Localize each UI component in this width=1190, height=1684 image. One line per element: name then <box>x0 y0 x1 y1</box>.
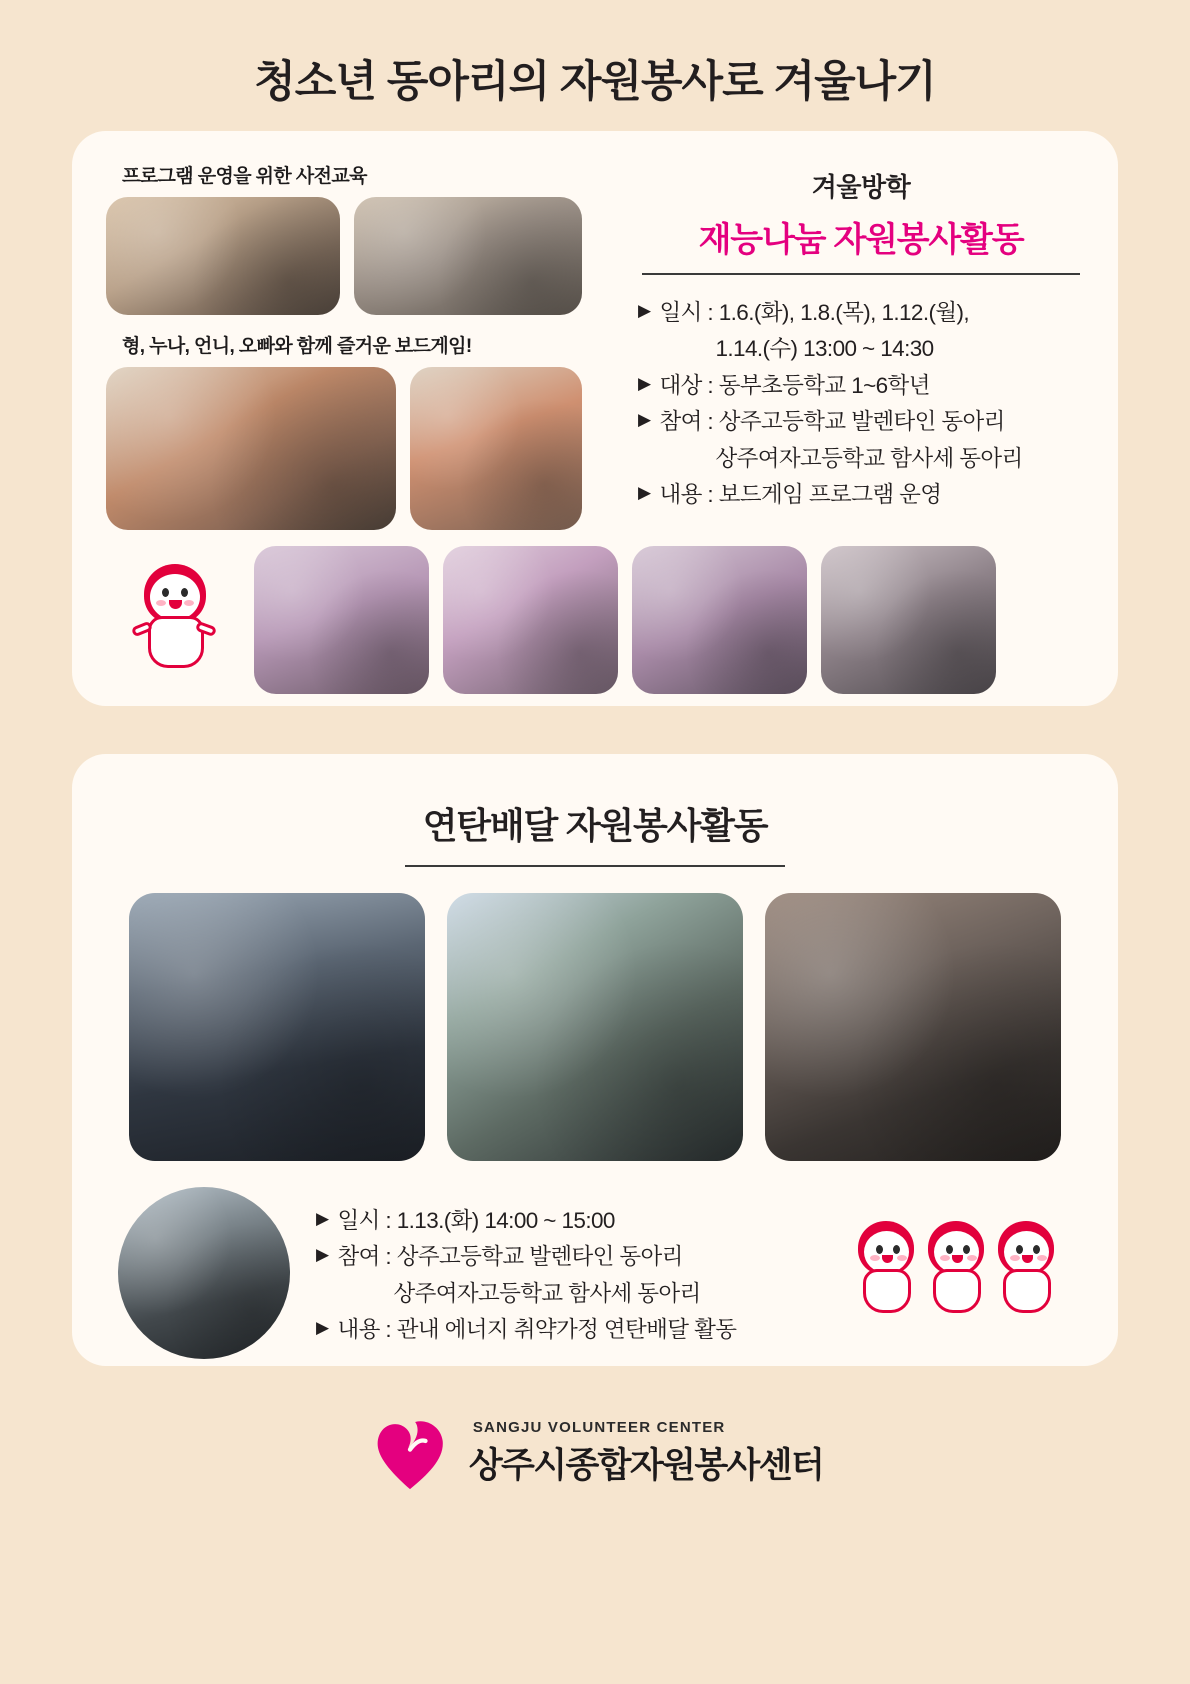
mascot-eye-left <box>1016 1245 1023 1254</box>
triangle-icon: ▶ <box>316 1318 329 1338</box>
triangle-icon: ▶ <box>638 301 651 320</box>
colon: : <box>379 1317 397 1343</box>
mascot-torso <box>1003 1269 1051 1313</box>
triangle-icon: ▶ <box>316 1209 329 1228</box>
triangle-icon: ▶ <box>638 410 651 430</box>
photo-coal-delivery <box>447 893 743 1161</box>
mascot-face <box>934 1231 979 1273</box>
mascot-icon <box>924 1221 990 1317</box>
mascot-cheek-right <box>184 600 194 606</box>
list-item <box>638 295 1084 368</box>
bullet-text <box>659 477 1084 513</box>
mascot-cheek-left <box>156 600 166 606</box>
colon: : <box>701 372 719 398</box>
bullet-text <box>337 1312 828 1348</box>
footer <box>0 1410 1190 1496</box>
bullet-text <box>659 295 1084 368</box>
section1-info-column <box>624 159 1084 530</box>
photo-activity-3 <box>632 546 807 694</box>
bullet-label: 참여 <box>337 1244 380 1270</box>
photo-pre-training-1 <box>106 197 340 315</box>
section-talent-sharing-card <box>72 131 1118 706</box>
divider <box>405 865 785 867</box>
bullet-text <box>659 404 1084 477</box>
list-item <box>638 477 1084 513</box>
footer-text <box>469 1419 823 1488</box>
colon: : <box>701 482 719 508</box>
list-item <box>638 404 1084 477</box>
photo-activity-2 <box>443 546 618 694</box>
mascot-cheek-right <box>1037 1255 1047 1261</box>
mascot-cheek-left <box>940 1255 950 1261</box>
mascot-torso <box>148 616 204 668</box>
section2-bottom-row <box>106 1187 1084 1359</box>
triangle-icon: ▶ <box>638 483 651 503</box>
photo-activity-1 <box>254 546 429 694</box>
photo-coal-stack <box>118 1187 290 1359</box>
divider <box>642 273 1080 275</box>
photo-activity-4 <box>821 546 996 694</box>
photo-boardgame-library-1 <box>106 367 396 530</box>
mascot-icon <box>110 546 240 694</box>
footer-org-en: SANGJU VOLUNTEER CENTER <box>472 1418 726 1436</box>
mascot-face <box>1004 1231 1049 1273</box>
bullet-label: 내용 <box>659 482 702 508</box>
section2-photo-row <box>106 893 1084 1161</box>
heart-logo-icon <box>367 1410 453 1496</box>
mascot-body <box>136 562 214 666</box>
bullet-value: 상주고등학교 발렌타인 동아리 <box>396 1244 683 1270</box>
mascot-eye-left <box>876 1245 883 1254</box>
mascot-eye-left <box>946 1245 953 1254</box>
bullet-value: 동부초등학교 1~6학년 <box>718 372 930 398</box>
section1-photo-column <box>106 159 606 530</box>
list-item <box>316 1239 828 1312</box>
photo-coal-group <box>129 893 425 1161</box>
mascot-cheek-left <box>870 1255 880 1261</box>
colon: : <box>379 1208 397 1233</box>
bullet-label: 일시 <box>337 1208 380 1233</box>
photo-pre-training-2 <box>354 197 582 315</box>
bullet-text <box>337 1203 828 1239</box>
mascot-eye-right <box>181 588 188 597</box>
bullet-value: 보드게임 프로그램 운영 <box>718 482 942 508</box>
mascot-eye-left <box>162 588 169 597</box>
mascot-icon <box>994 1221 1060 1317</box>
triangle-icon: ▶ <box>316 1245 329 1265</box>
mascot-eye-right <box>893 1245 900 1254</box>
bullet-value: 1.13.(화) 14:00 ~ 15:00 <box>396 1208 615 1233</box>
bullet-cont: 상주여자고등학교 함사세 동아리 <box>393 1280 701 1306</box>
bullet-cont: 1.14.(수) 13:00 ~ 14:30 <box>715 336 934 362</box>
photo-boardgame-library-2 <box>410 367 582 530</box>
triangle-icon: ▶ <box>638 373 651 393</box>
bullet-label: 대상 <box>659 372 702 398</box>
mascot-face <box>864 1231 909 1273</box>
mascot-torso <box>863 1269 911 1313</box>
photo-row-pre-training <box>106 197 606 315</box>
footer-org-ko: 상주시종합자원봉사센터 <box>468 1445 824 1485</box>
colon: : <box>701 300 719 325</box>
section2-bullet-list <box>316 1187 828 1349</box>
mascot-face <box>150 574 200 620</box>
bullet-label: 내용 <box>337 1317 380 1343</box>
section1-top-row <box>106 159 1084 530</box>
section1-photo-strip <box>106 546 1084 694</box>
section1-headline: 재능나눔 자원봉사활동 <box>698 221 1024 259</box>
mascot-icon <box>854 1221 920 1317</box>
caption-boardgame: 형, 누나, 언니, 오빠와 함께 즐거운 보드게임! <box>122 336 472 357</box>
section-coal-delivery-card <box>72 754 1118 1366</box>
section1-kicker: 겨울방학 <box>811 172 911 202</box>
list-item <box>316 1312 828 1348</box>
mascot-torso <box>933 1269 981 1313</box>
bullet-text <box>337 1239 828 1312</box>
mascot-eye-right <box>1033 1245 1040 1254</box>
mascot-eye-right <box>963 1245 970 1254</box>
section1-bullet-list <box>638 295 1084 514</box>
bullet-text <box>659 368 1084 404</box>
mascot-group-icon <box>854 1187 1084 1317</box>
bullet-label: 참여 <box>659 409 702 435</box>
list-item <box>316 1203 828 1239</box>
bullet-value: 관내 에너지 취약가정 연탄배달 활동 <box>396 1317 737 1343</box>
caption-pre-training: 프로그램 운영을 위한 사전교육 <box>122 166 367 187</box>
bullet-value: 1.6.(화), 1.8.(목), 1.12.(월), <box>718 300 970 325</box>
list-item <box>638 368 1084 404</box>
bullet-cont: 상주여자고등학교 함사세 동아리 <box>715 445 1023 471</box>
photo-coal-alley <box>765 893 1061 1161</box>
bullet-label: 일시 <box>659 300 702 325</box>
colon: : <box>379 1244 397 1270</box>
mascot-cheek-right <box>897 1255 907 1261</box>
section2-title: 연탄배달 자원봉사활동 <box>422 805 768 846</box>
page-title: 청소년 동아리의 자원봉사로 겨울나기 <box>254 58 936 106</box>
mascot-cheek-left <box>1010 1255 1020 1261</box>
mascot-cheek-right <box>967 1255 977 1261</box>
colon: : <box>701 409 719 435</box>
bullet-value: 상주고등학교 발렌타인 동아리 <box>718 409 1005 435</box>
photo-row-boardgame <box>106 367 606 530</box>
